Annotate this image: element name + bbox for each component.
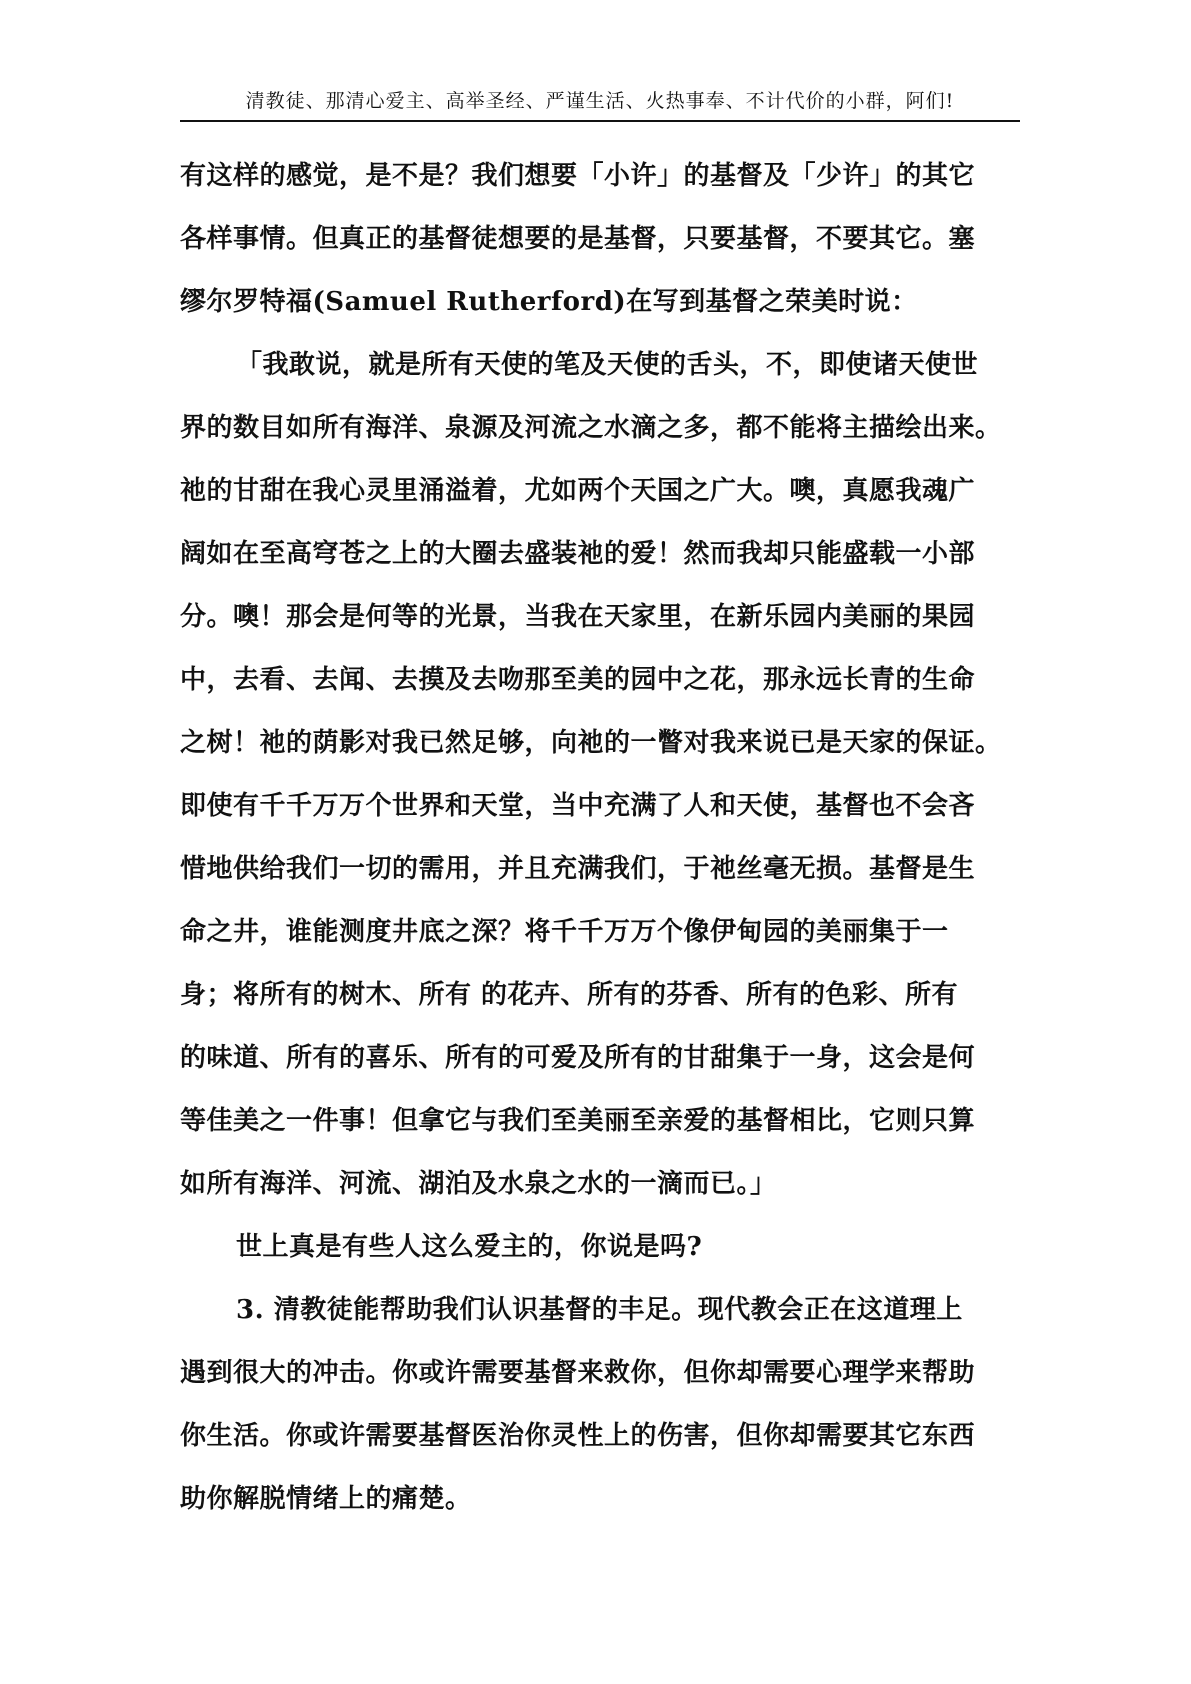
paragraph-line: 世上真是有些人这么爱主的，你说是吗? (236, 1232, 703, 1262)
text-line: 祂的甘甜在我心灵里涌溢着，尤如两个天国之广大。噢，真愿我魂广 (180, 476, 976, 506)
text-line: 中，去看、去闻、去摸及去吻那至美的园中之花，那永远长青的生命 (180, 665, 976, 695)
body-text (180, 145, 1020, 1531)
running-header: 清教徒、那清心爱主、高举圣经、严谨生活、火热事奉、不计代价的小群，阿们! (180, 86, 1020, 122)
text-line: 身；将所有的树木、所有 的花卉、所有的芬香、所有的色彩、所有 (180, 980, 959, 1010)
quote-start-line: 「我敢说，就是所有天使的笔及天使的舌头，不，即使诸天使世 (236, 350, 979, 380)
text-line: 缪尔罗特福(Samuel Rutherford)在写到基督之荣美时说： (180, 287, 918, 317)
text-line: 阔如在至高穹苍之上的大圈去盛装祂的爱！然而我却只能盛载一小部 (180, 539, 976, 569)
text-line: 如所有海洋、河流、湖泊及水泉之水的一滴而已。」 (180, 1169, 777, 1199)
text-line: 界的数目如所有海洋、泉源及河流之水滴之多，都不能将主描绘出来。 (180, 413, 1002, 443)
text-line: 之树！祂的荫影对我已然足够，向祂的一瞥对我来说已是天家的保证。 (180, 728, 1002, 758)
text-line: 即使有千千万万个世界和天堂，当中充满了人和天使，基督也不会吝 (180, 791, 976, 821)
text-line: 等佳美之一件事！但拿它与我们至美丽至亲爱的基督相比，它则只算 (180, 1106, 976, 1136)
text-line: 有这样的感觉，是不是？我们想要「小许」的基督及「少许」的其它 (180, 161, 976, 191)
text-line: 的味道、所有的喜乐、所有的可爱及所有的甘甜集于一身，这会是何 (180, 1043, 976, 1073)
numbered-paragraph-line: 3. 清教徒能帮助我们认识基督的丰足。现代教会正在这道理上 (236, 1295, 963, 1325)
text-line: 你生活。你或许需要基督医治你灵性上的伤害，但你却需要其它东西 (180, 1421, 976, 1451)
text-line: 命之井，谁能测度井底之深？将千千万万个像伊甸园的美丽集于一 (180, 917, 949, 947)
text-line: 助你解脱情绪上的痛楚。 (180, 1484, 472, 1514)
text-line: 分。噢！那会是何等的光景，当我在天家里，在新乐园内美丽的果园 (180, 602, 976, 632)
text-line: 遇到很大的冲击。你或许需要基督来救你，但你却需要心理学来帮助 (180, 1358, 976, 1388)
text-line: 惜地供给我们一切的需用，并且充满我们，于祂丝毫无损。基督是生 (180, 854, 976, 884)
text-line: 各样事情。但真正的基督徒想要的是基督，只要基督，不要其它。塞 (180, 224, 976, 254)
